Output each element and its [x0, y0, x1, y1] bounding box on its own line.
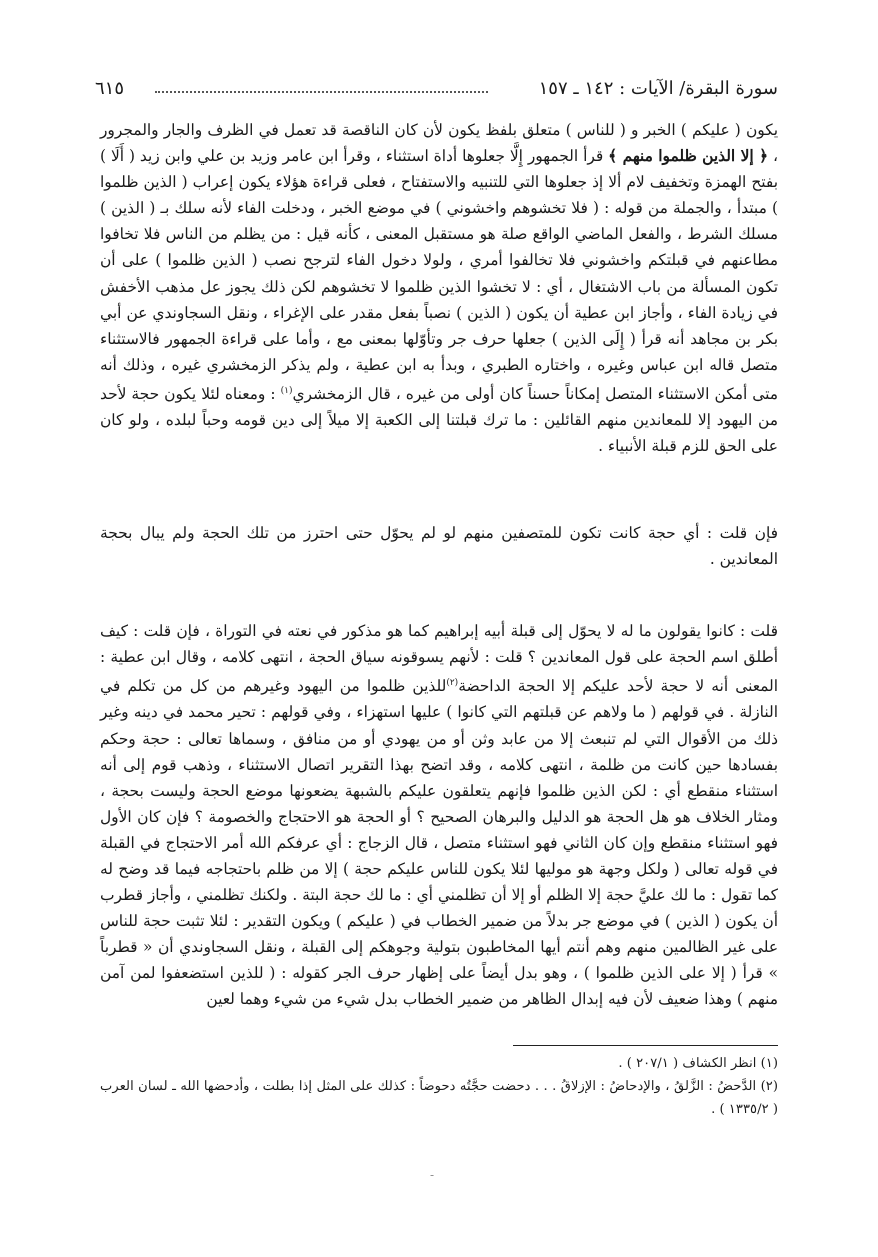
- footnotes: [100, 1052, 778, 1121]
- paragraph-3: [100, 618, 778, 1013]
- footnote-2: (٢) الدَّحضُ : الزَّلقُ ، والإدحاضُ : الإزلاقُ . . . دحضت حجَّتُه دحوضاً : كذلك على المثل إذا بطلت ، وأدحضها الله ـ لسان العرب ( ١٣٣٥/٢ ) .: [100, 1079, 778, 1117]
- paragraph-1-text-a: يكون ( عليكم ) الخبر و ( للناس ) متعلق بلفظ يكون لأن كان الناقصة قد تعمل في الظرف والجار والمجرور ،: [100, 121, 778, 166]
- paragraph-1-text-b: قرأ الجمهور إِلَّا جعلوها أداة استثناء ، وقرأ ابن عامر وزيد بن علي وابن زيد ( أَلَا ) بفتح الهمزة وتخفيف لام ألا إذ جعلوها التي للتنبيه والاستفتاح ، فعلى قراءة هؤلاء يكون إعراب ( الذين ظلموا ) مبتدأ ، والجملة من قوله : ( فلا تخشوهم واخشوني ) في موضع الخبر ، ودخلت الفاء لأنه سلك بـ ( الذين ) مسلك الشرط ، والفعل الماضي الواقع صلة هو مستقبل المعنى ، كأنه قيل : من يظلم من الناس فلا تخافوا مطاعنهم في قبلتكم واخشوني فلا تخالفوا أمري ، ولولا دخول الفاء لترجح نصب ( الذين ظلموا ) على أن تكون المسألة من باب الاشتغال ، أي : لا تخشوا الذين ظلموا لا تخشوهم لكن ذلك يجوز عل مذهب الأخفش في زيادة الفاء ، وأجاز ابن عطية أن يكون ( الذين ) نصباً بفعل مقدر على الإغراء ، ونقل السجاوندي عن أبي بكر بن مجاهد أنه قرأ ( إِلَى الذين ) جعلها حرف جر وتأوّلها بمعنى مع ، وأما على قراءة الجمهور فالاستثناء متصل قاله ابن عباس وغيره ، واختاره الطبري ، وبدأ به ابن عطية ، ولم يذكر الزمخشري غيره ، وذلك أنه متى أمكن الاستثناء المتصل إمكاناً حسناً كان أولى من غيره ، قال الزمخشري: [100, 147, 778, 404]
- page-header: [95, 76, 778, 102]
- footnote-ref-2: (٢): [446, 678, 459, 689]
- footnote-ref-1: (١): [280, 385, 293, 396]
- quranic-quote: ﴿ إلا الذين ظلموا منهم ﴾: [608, 147, 769, 166]
- paragraph-3-text-a: قلت : كانوا يقولون ما له لا يحوّل إلى قبلة أبيه إبراهيم كما هو مذكور في نعته في التوراة ، فإن قلت : كيف أطلق اسم الحجة على قول المعاندين ؟ قلت : لأنهم يسوقونه سياق الحجة ، انتهى كلامه ، وقال ابن عطية : المعنى أنه لا حجة لأحد عليكم إلا الحجة الداحضة: [100, 622, 779, 696]
- footnote-divider: [513, 1045, 778, 1046]
- paragraph-1-text-c: : ومعناه لئلا يكون حجة لأحد من اليهود إلا للمعاندين منهم القائلين : ما ترك قبلتنا إلى الكعبة إلا ميلاً إلى دين قومه وحباً لبلده ، ولو كان على الحق للزم قبلة الأنبياء .: [100, 385, 778, 456]
- paragraph-2: [100, 520, 778, 572]
- paragraph-2-text: فإن قلت : أي حجة كانت تكون للمتصفين منهم لو لم يحوّل حتى احترز من تلك الحجة ولم يبال بحجة المعاندين .: [100, 524, 778, 569]
- scan-mark: -: [430, 1168, 435, 1182]
- paragraph-3-text-b: للذين ظلموا من اليهود وغيرهم من كل من تكلم في النازلة . في قولهم ( ما ولاهم عن قبلتهم التي كانوا ) عليها استهزاء ، وفي قولهم : تحير محمد في دينه وغير ذلك من الأقوال التي لم تنبعث إلا من عابد وثن أو من يهودي أو من منافق ، وسماها تعالى : حجة وحكم بفسادها حين كانت من ظلمة ، انتهى كلامه ، وقد اتضح بهذا التقرير اتصال الاستثناء ، وذهب قوم إلى أنه استثناء منقطع أي : لكن الذين ظلموا فإنهم يتعلقون عليكم بالشبهة يضعونها موضع الحجة وليست بحجة ، ومثار الخلاف هو هل الحجة هو الدليل والبرهان الصحيح ؟ أو الحجة هو الاحتجاج والخصومة ؟ فإن كان الأول فهو استثناء منقطع وإن كان الثاني فهو استثناء متصل ، قال الزجاج : أي عرفكم الله أمر الاحتجاج في القبلة في قوله تعالى ( ولكل وجهة هو موليها لئلا يكون للناس عليكم حجة ) إلا من ظلم باحتجاجه فيما قد وضح له كما تقول : ما لك عليَّ حجة إلا الظلم أو إلا أن تظلمني أي : ما لك حجة البتة . ولكنك تظلمني ، وأجاز قطرب أن يكون ( الذين ) في موضع جر بدلاً من ضمير الخطاب في ( عليكم ) ويكون التقدير : لئلا تثبت حجة للناس على غير الظالمين منهم وهم أنتم أيها المخاطبون بتولية وجوهكم إلى القبلة ، ونقل السجاوندي أن « قطرباً » قرأ ( إلا على الذين ظلموا ) ، وهو بدل أيضاً على إظهار حرف الجر كقوله : ( للذين استضعفوا لمن آمن منهم ) وهذا ضعيف لأن فيه إبدال الظاهر من ضمير الخطاب بدل شيء من شيء وهما لعين: [100, 677, 778, 1009]
- paragraph-1: [100, 117, 778, 459]
- header-dotted-leader: [155, 83, 488, 93]
- footnote-1: (١) انظر الكشاف ( ٢٠٧/١ ) .: [618, 1056, 778, 1071]
- running-title: سورة البقرة/ الآيات : ١٤٢ ـ ١٥٧: [538, 78, 778, 99]
- page-number: ٦١٥: [95, 78, 125, 99]
